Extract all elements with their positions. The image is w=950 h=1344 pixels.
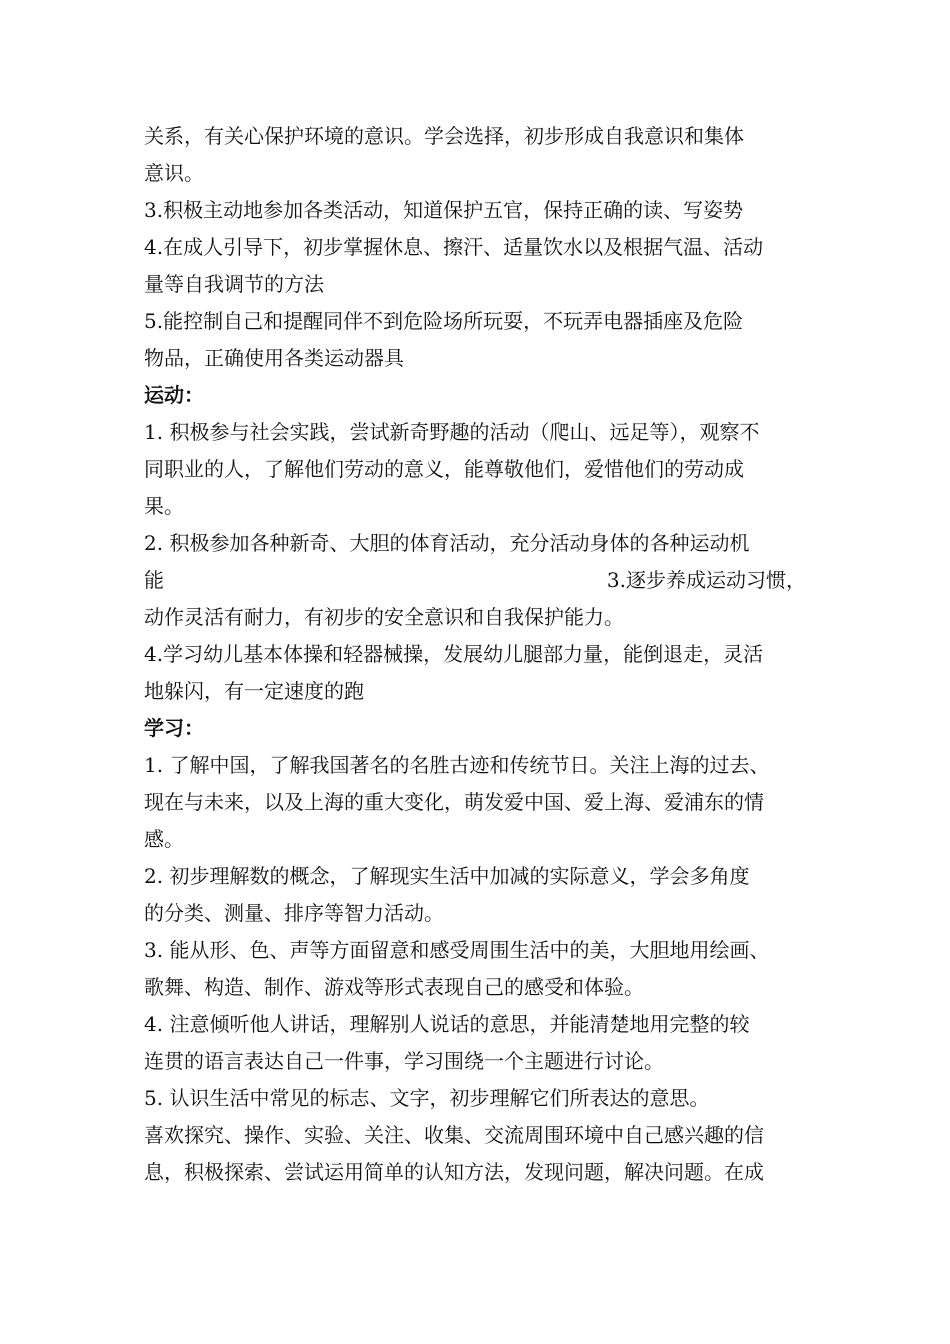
document-page [144, 118, 806, 1191]
paragraph-p1 [144, 118, 806, 192]
split-line-right: 3.逐步养成运动习惯， [606, 568, 806, 592]
paragraph-p5 [144, 414, 806, 525]
text-line: 息，积极探索、尝试运用简单的认知方法，发现问题，解决问题。在成 [144, 1160, 764, 1184]
text-line: 的分类、测量、排序等智力活动。 [144, 901, 444, 925]
text-line: 连贯的语言表达自己一件事，学习围绕一个主题进行讨论。 [144, 1049, 664, 1073]
paragraph-p6 [144, 525, 806, 636]
paragraph-p8 [144, 747, 806, 858]
text-line: 意识。 [144, 161, 204, 185]
paragraph-p4 [144, 303, 806, 377]
split-line-left: 能 [144, 568, 164, 592]
paragraph-p12 [144, 1080, 806, 1117]
text-line: 喜欢探究、操作、实验、关注、收集、交流周围环境中自己感兴趣的信 [144, 1123, 764, 1147]
paragraph-p13 [144, 1117, 806, 1191]
section-heading-sports: 运动： [144, 383, 204, 407]
text-line: 2. 积极参加各种新奇、大胆的体育活动，充分活动身体的各种运动机 [144, 531, 750, 555]
text-line: 同职业的人，了解他们劳动的意义，能尊敬他们，爱惜他们的劳动成 [144, 457, 744, 481]
text-line: 关系，有关心保护环境的意识。学会选择，初步形成自我意识和集体 [144, 124, 744, 148]
text-line: 量等自我调节的方法 [144, 272, 324, 296]
text-line: 5.能控制自己和提醒同伴不到危险场所玩耍，不玩弄电器插座及危险 [144, 309, 744, 333]
section-heading-learning: 学习： [144, 716, 204, 740]
text-line: 感。 [144, 827, 184, 851]
text-line: 物品，正确使用各类运动器具 [144, 346, 404, 370]
paragraph-p2 [144, 192, 806, 229]
text-line: 3.积极主动地参加各类活动，知道保护五官，保持正确的读、写姿势 [144, 198, 744, 222]
paragraph-p10 [144, 932, 806, 1006]
text-line: 地躲闪，有一定速度的跑 [144, 679, 364, 703]
paragraph-p7 [144, 636, 806, 710]
text-line: 动作灵活有耐力，有初步的安全意识和自我保护能力。 [144, 605, 624, 629]
text-line: 4. 注意倾听他人讲话，理解别人说话的意思，并能清楚地用完整的较 [144, 1012, 750, 1036]
text-line: 2. 初步理解数的概念，了解现实生活中加减的实际意义，学会多角度 [144, 864, 750, 888]
text-line: 现在与未来，以及上海的重大变化，萌发爱中国、爱上海、爱浦东的情 [144, 790, 764, 814]
text-line: 3. 能从形、色、声等方面留意和感受周围生活中的美，大胆地用绘画、 [144, 938, 770, 962]
paragraph-p11 [144, 1006, 806, 1080]
text-line: 1. 了解中国，了解我国著名的名胜古迹和传统节日。关注上海的过去、 [144, 753, 770, 777]
text-line: 歌舞、构造、制作、游戏等形式表现自己的感受和体验。 [144, 975, 644, 999]
text-line: 4.学习幼儿基本体操和轻器械操，发展幼儿腿部力量，能倒退走，灵活 [144, 642, 764, 666]
paragraph-p3 [144, 229, 806, 303]
text-line: 1. 积极参与社会实践，尝试新奇野趣的活动（爬山、远足等），观察不 [144, 420, 760, 444]
paragraph-p9 [144, 858, 806, 932]
text-line: 4.在成人引导下，初步掌握休息、擦汗、适量饮水以及根据气温、活动 [144, 235, 764, 259]
text-line: 5. 认识生活中常见的标志、文字，初步理解它们所表达的意思。 [144, 1086, 710, 1110]
split-line [144, 562, 806, 599]
text-line: 果。 [144, 494, 184, 518]
